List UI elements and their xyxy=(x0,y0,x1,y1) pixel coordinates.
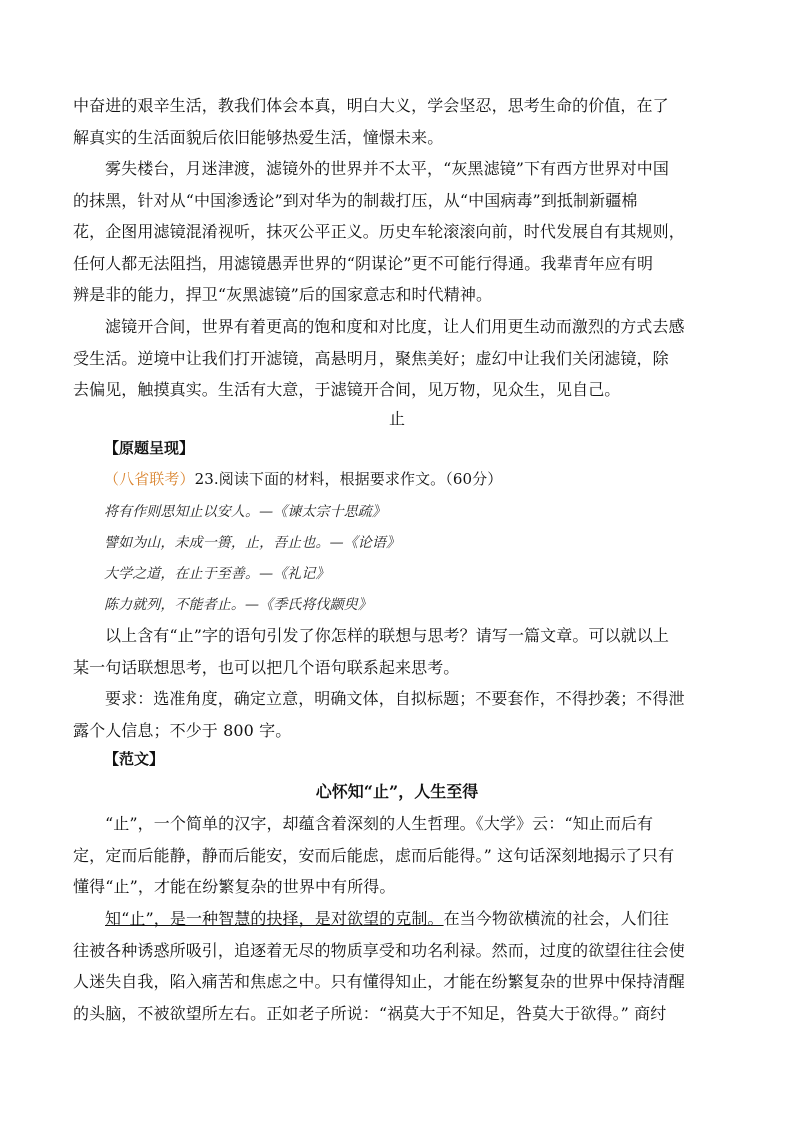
text-line: 露个人信息；不少于 800 字。 xyxy=(73,720,292,740)
text-line: 中奋进的艰辛生活，教我们体会本真，明白大义，学会坚忍，思考生命的价值，在了 xyxy=(73,96,669,115)
text-line: 某一句话联想思考，也可以把几个语句联系起来思考。 xyxy=(73,657,460,677)
essay-paragraph-intro xyxy=(73,808,723,903)
text-line: 的头脑，不被欲望所左右。正如老子所说：“祸莫大于不知足，咎莫大于欲得。” 商纣 xyxy=(73,1003,667,1023)
quote-item: 陈力就列，不能者止。—《季氏将伐颛臾》 xyxy=(104,597,372,613)
question-text: 23.阅读下面的材料，根据要求作文。（60分） xyxy=(194,470,503,488)
text-line: 要求：选准角度，确定立意，明确文体，自拟标题；不要套作，不得抄袭；不得泄 xyxy=(105,689,685,708)
model-essay-label: 【范文】 xyxy=(104,750,165,768)
text-line: 解真实的生活面貌后依旧能够热爱生活，憧憬未来。 xyxy=(73,127,444,147)
paragraph-filter-world xyxy=(73,153,723,311)
paragraph-filter-conclusion xyxy=(73,311,723,406)
text-line: 去偏见，触摸真实。生活有大意，于滤镜开合间，见万物，见众生，见自己。 xyxy=(73,380,621,400)
text-line: 往被各种诱惑所吸引，追逐着无尽的物质享受和功名利禄。然而，过度的欲望往往会使 xyxy=(73,940,685,960)
original-question-label: 【原题呈现】 xyxy=(104,439,195,457)
key-sentence: 知“止”，是一种智慧的抉择，是对欲望的克制。 xyxy=(105,909,444,928)
text-span: 在当今物欲横流的社会，人们往 xyxy=(443,909,669,928)
text-line: 辨是非的能力，捍卫“灰黑滤镜”后的国家意志和时代精神。 xyxy=(73,285,493,305)
paragraph-continuation xyxy=(73,90,723,153)
text-line: “止”，一个简单的汉字，却蕴含着深刻的人生哲理。《大学》云：“知止而后有 xyxy=(105,814,654,833)
text-line xyxy=(73,903,723,935)
text-line: 任何人都无法阻挡，用滤镜愚弄世界的“阴谋论”更不可能行得通。我辈青年应有明 xyxy=(73,253,654,273)
section-heading: 止 xyxy=(388,409,405,428)
question-line xyxy=(104,465,724,493)
text-line: 人迷失自我，陷入痛苦和焦虑之中。只有懂得知止，才能在纷繁复杂的世界中保持清醒 xyxy=(73,972,685,992)
text-line: 定，定而后能静，静而后能安，安而后能虑，虑而后能得。” 这句话深刻地揭示了只有 xyxy=(73,845,675,865)
text-line: 花，企图用滤镜混淆视听，抹灭公平正义。历史车轮滚滚向前，时代发展自有其规则， xyxy=(73,222,685,242)
quote-item: 大学之道，在止于至善。—《礼记》 xyxy=(104,566,330,582)
text-line: 雾失楼台，月迷津渡，滤镜外的世界并不太平，“灰黑滤镜”下有西方世界对中国 xyxy=(105,159,669,178)
question-source: （八省联考） xyxy=(104,470,195,488)
text-line: 滤镜开合间，世界有着更高的饱和度和对比度，让人们用更生动而激烈的方式去感 xyxy=(105,317,685,336)
text-line: 的抹黑，针对从“中国渗透论”到对华为的制裁打压，从“中国病毒”到抵制新疆棉 xyxy=(73,190,638,210)
text-line: 以上含有“止”字的语句引发了你怎样的联想与思考？请写一篇文章。可以就以上 xyxy=(105,626,669,645)
prompt-paragraph xyxy=(73,620,723,683)
quote-item: 譬如为山，未成一篑，止，吾止也。—《论语》 xyxy=(104,535,401,551)
quote-list xyxy=(104,497,724,621)
quote-item: 将有作则思知止以安人。—《谏太宗十思疏》 xyxy=(104,504,386,520)
text-line: 受生活。逆境中让我们打开滤镜，高悬明月，聚焦美好；虚幻中让我们关闭滤镜，除 xyxy=(73,348,669,368)
essay-paragraph-wisdom xyxy=(73,903,723,1029)
text-line: 懂得“止”，才能在纷繁复杂的世界中有所得。 xyxy=(73,877,396,897)
requirement-paragraph xyxy=(73,683,723,746)
essay-title: 心怀知“止”，人生至得 xyxy=(315,782,479,801)
